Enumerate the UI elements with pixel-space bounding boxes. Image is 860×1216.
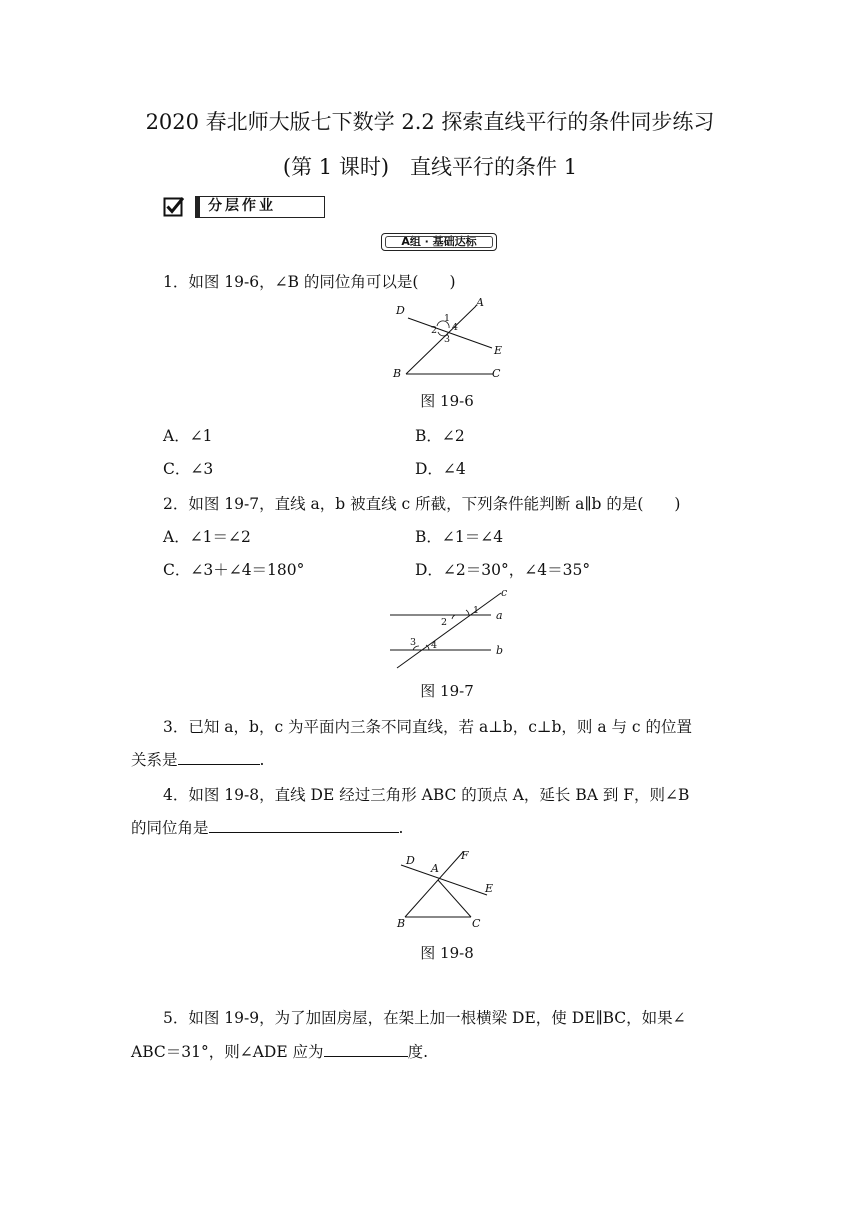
figure-caption-19-8: 图 19-8 (420, 944, 474, 962)
label-a: A (476, 296, 484, 309)
figure-19-6 (388, 292, 508, 382)
question-5-line1: 5．如图 19-9，为了加固房屋，在架上加一根横梁 DE，使 DE∥BC，如果∠ (163, 1009, 686, 1027)
q5-prefix: ABC＝31°，则∠ADE 应为 (131, 1043, 324, 1061)
group-label: A组 · 基础达标 (381, 233, 497, 251)
label-b-line: b (496, 644, 504, 657)
angle-2-label: 2 (441, 617, 448, 628)
label-d: D (396, 304, 405, 317)
label-c: C (472, 917, 481, 930)
label-a-line: a (496, 609, 503, 622)
label-d: D (406, 854, 415, 867)
question-4-line1: 4．如图 19-8，直线 DE 经过三角形 ABC 的顶点 A，延长 BA 到 F，则∠B (163, 786, 690, 804)
question-5-line2 (131, 1040, 428, 1062)
angle-1-label: 1 (473, 605, 480, 616)
figure-caption-19-7: 图 19-7 (420, 682, 474, 700)
q4-prefix: 的同位角是 (131, 819, 209, 837)
question-3-line1: 3．已知 a，b，c 为平面内三条不同直线，若 a⊥b，c⊥b，则 a 与 c 的位置 (163, 718, 693, 736)
question-1-stem: 1．如图 19-6，∠B 的同位角可以是( ) (163, 273, 456, 291)
label-b: B (397, 917, 406, 930)
label-c-line: c (501, 586, 508, 599)
q2-option-a: A．∠1＝∠2 (163, 528, 251, 546)
q2-option-d: D．∠2＝30°，∠4＝35° (415, 561, 591, 579)
answer-blank-q4[interactable] (209, 818, 399, 833)
section-header: 分层作业 (195, 196, 325, 218)
label-c: C (492, 367, 501, 380)
q1-option-c: C．∠3 (163, 460, 214, 478)
q4-suffix: . (398, 819, 404, 837)
q5-suffix: 度. (407, 1043, 428, 1061)
angle-4-label: 4 (431, 640, 438, 651)
label-e: E (494, 344, 503, 357)
angle-4-label: 4 (452, 322, 459, 333)
label-a: A (431, 862, 439, 875)
question-3-line2 (131, 748, 264, 770)
q1-option-b: B．∠2 (415, 427, 465, 445)
angle-2-label: 2 (431, 325, 438, 336)
q1-option-d: D．∠4 (415, 460, 466, 478)
answer-blank-q3[interactable] (178, 750, 260, 765)
figure-19-7 (385, 585, 515, 673)
label-f: F (461, 849, 469, 862)
page-subtitle: (第 1 课时) 直线平行的条件 1 (282, 155, 578, 179)
answer-blank-q5[interactable] (324, 1042, 408, 1057)
q3-prefix: 关系是 (131, 751, 178, 769)
question-2-stem: 2．如图 19-7，直线 a，b 被直线 c 所截，下列条件能判断 a∥b 的是( ) (163, 495, 681, 513)
checkbox-checked-icon (163, 196, 185, 218)
q2-option-b: B．∠1＝∠4 (415, 528, 504, 546)
label-e: E (485, 882, 494, 895)
page-title: 2020 春北师大版七下数学 2.2 探索直线平行的条件同步练习 (145, 110, 715, 134)
figure-19-8 (393, 845, 503, 930)
q1-option-a: A．∠1 (163, 427, 213, 445)
question-4-line2 (131, 816, 403, 838)
angle-3-label: 3 (410, 637, 417, 648)
label-b: B (393, 367, 402, 380)
q2-option-c: C．∠3＋∠4＝180° (163, 561, 305, 579)
q3-suffix: . (259, 751, 265, 769)
figure-caption-19-6: 图 19-6 (420, 392, 474, 410)
angle-1-label: 1 (444, 313, 451, 324)
angle-3-label: 3 (444, 334, 451, 345)
